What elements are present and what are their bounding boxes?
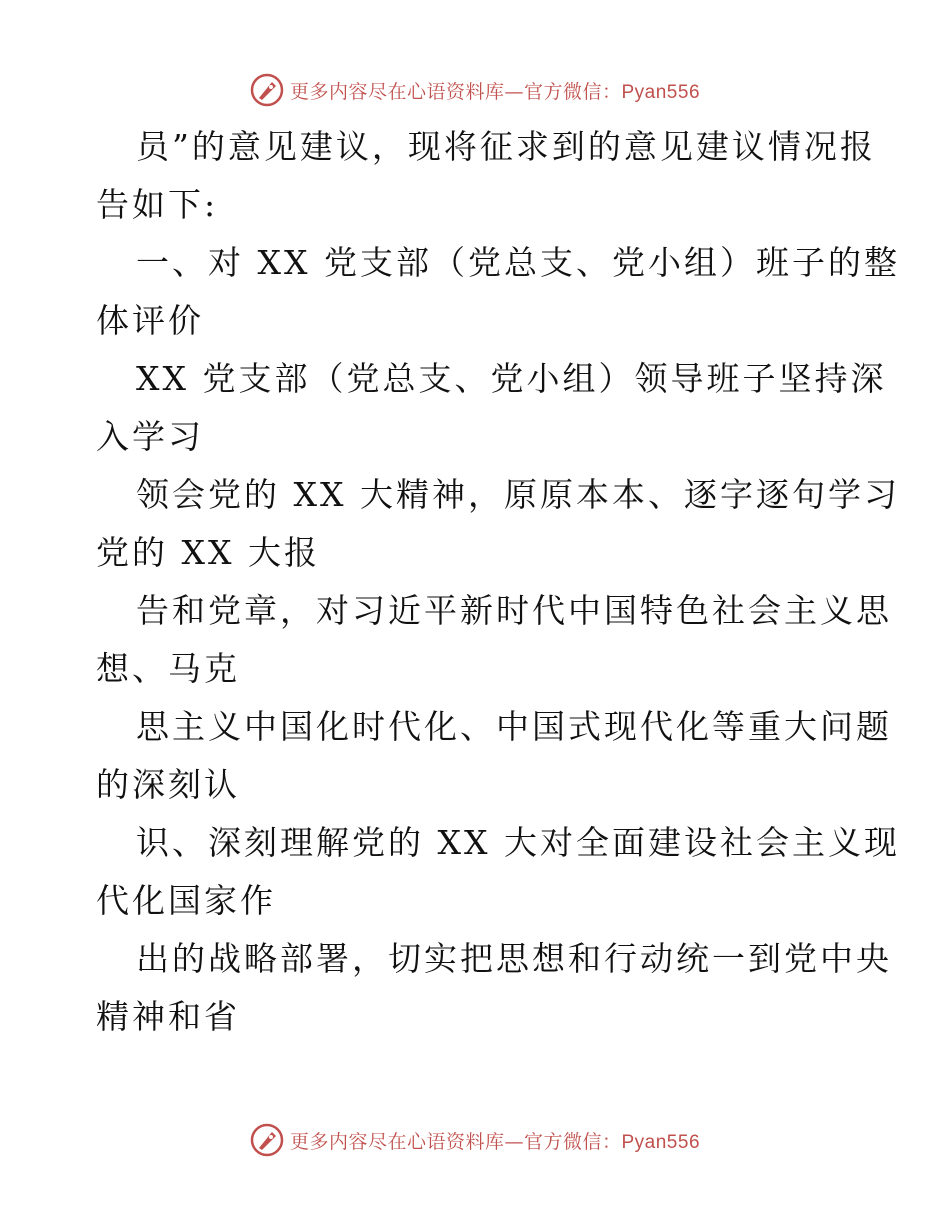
- body-line: 的深刻认: [96, 765, 240, 804]
- body-line: 识、深刻理解党的 XX 大对全面建设社会主义现: [136, 823, 900, 862]
- header-wechat-id: Pyan556: [621, 81, 701, 103]
- footer-banner-text: [290, 1127, 700, 1154]
- header-banner: [0, 70, 950, 110]
- header-banner-text: [290, 77, 700, 104]
- pen-nib-logo-icon: [250, 73, 284, 107]
- footer-banner-label: 更多内容尽在心语资料库—官方微信：: [289, 1130, 622, 1153]
- body-line: 精神和省: [96, 997, 240, 1036]
- body-line: 出的战略部署，切实把思想和行动统一到党中央: [136, 939, 892, 978]
- body-line: 入学习: [96, 417, 204, 456]
- section-heading: 一、对 XX 党支部（党总支、党小组）班子的整: [136, 243, 900, 282]
- body-line: 想、马克: [96, 649, 240, 688]
- footer-banner: [0, 1120, 950, 1160]
- section-heading-cont: 体评价: [96, 301, 204, 340]
- body-line: 领会党的 XX 大精神，原原本本、逐字逐句学习: [136, 475, 900, 514]
- document-body: [96, 118, 900, 1046]
- header-banner-label: 更多内容尽在心语资料库—官方微信：: [289, 80, 622, 103]
- body-line: 员”的意见建议，现将征求到的意见建议情况报: [136, 127, 876, 166]
- body-line: 思主义中国化时代化、中国式现代化等重大问题: [136, 707, 892, 746]
- body-line: 告如下:: [96, 185, 219, 224]
- body-line: XX 党支部（党总支、党小组）领导班子坚持深: [136, 359, 887, 398]
- body-line: 党的 XX 大报: [96, 533, 320, 572]
- pen-nib-logo-icon: [250, 1123, 284, 1157]
- body-line: 告和党章，对习近平新时代中国特色社会主义思: [136, 591, 892, 630]
- body-line: 代化国家作: [96, 881, 276, 920]
- footer-wechat-id: Pyan556: [621, 1131, 701, 1153]
